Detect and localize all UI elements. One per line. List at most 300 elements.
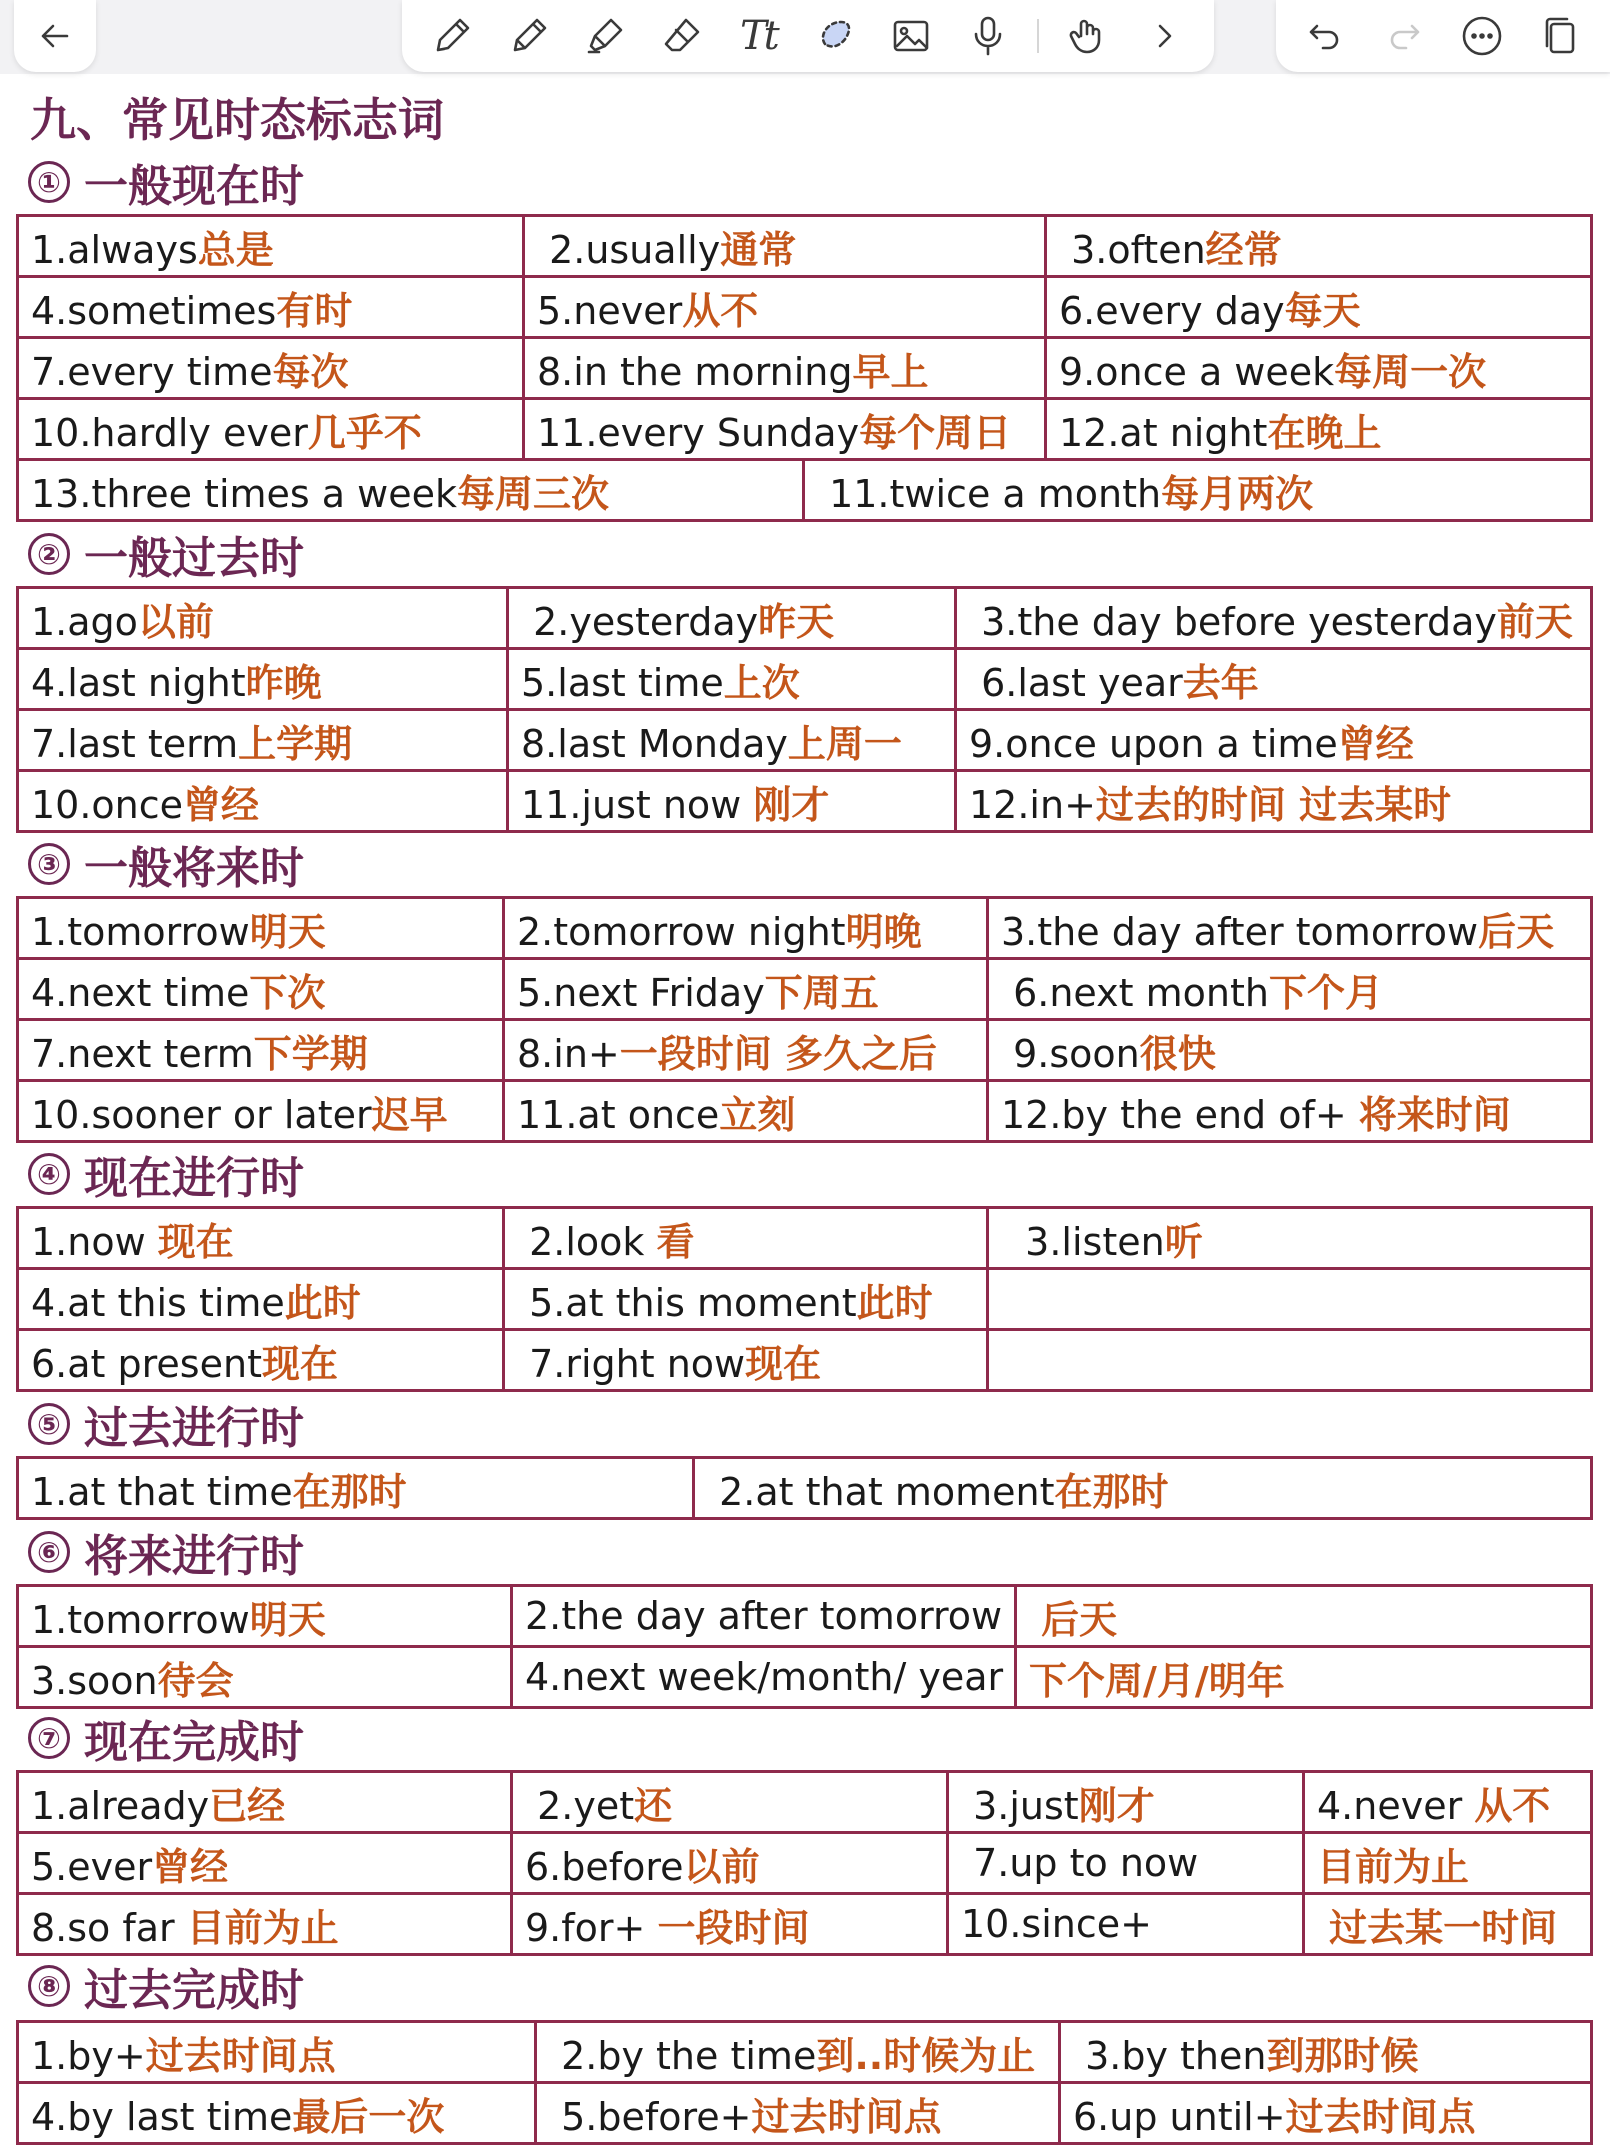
chinese-meaning: 明天	[249, 909, 326, 954]
chinese-meaning: 去年	[1182, 660, 1259, 705]
chinese-meaning: 后天	[1041, 1597, 1118, 1642]
chinese-meaning: 后天	[1478, 909, 1555, 954]
table-cell	[18, 649, 508, 710]
table-cell	[18, 1586, 512, 1647]
chinese-meaning: 昨天	[758, 599, 835, 644]
english-word: 1.by+	[31, 2033, 146, 2078]
table-cell	[988, 1081, 1592, 1142]
table-row	[18, 959, 1592, 1020]
table-cell	[988, 1020, 1592, 1081]
tense-table	[16, 1206, 1593, 1392]
eraser-icon	[660, 14, 704, 58]
chinese-meaning: 每次	[272, 349, 349, 394]
table-row	[18, 898, 1592, 959]
chinese-meaning: 总是	[197, 227, 274, 272]
section-heading	[28, 1706, 304, 1770]
table-cell	[956, 771, 1592, 832]
english-word: 10.hardly ever	[31, 410, 308, 455]
chevron-right-icon	[1142, 14, 1186, 58]
table-cell	[18, 710, 508, 771]
table-cell	[524, 399, 1046, 460]
insert-image-button[interactable]	[883, 8, 939, 64]
english-word: 10.sooner or later	[31, 1092, 372, 1137]
lasso-select-icon	[813, 14, 857, 58]
english-word: 8.last Monday	[521, 721, 788, 766]
chinese-meaning: 现在	[157, 1219, 234, 1264]
tense-table	[16, 214, 1593, 461]
section-number: ③	[28, 843, 70, 885]
section-title: 现在完成时	[84, 1717, 304, 1768]
table-cell	[508, 649, 956, 710]
table-row	[18, 710, 1592, 771]
table-row	[18, 216, 1592, 277]
table-cell	[512, 1586, 1016, 1647]
table-cell	[988, 1269, 1592, 1330]
chinese-meaning: 此时	[856, 1280, 933, 1325]
table-cell	[18, 1330, 504, 1391]
chinese-meaning: 立刻	[719, 1092, 796, 1137]
section-title: 一般过去时	[84, 533, 304, 584]
table-row	[18, 1020, 1592, 1081]
english-word: 8.in+	[517, 1031, 620, 1076]
table-cell	[18, 216, 524, 277]
chinese-meaning: 刚才	[1078, 1783, 1155, 1828]
english-word: 9.once a week	[1059, 349, 1335, 394]
section-heading	[28, 832, 304, 896]
english-word: 1.always	[31, 227, 198, 272]
english-word: 7.next term	[31, 1031, 254, 1076]
english-word: 11.at once	[517, 1092, 720, 1137]
table-cell	[988, 1330, 1592, 1391]
microphone-icon	[966, 14, 1010, 58]
table-cell	[18, 1647, 512, 1708]
chinese-meaning: 待会	[157, 1658, 234, 1703]
english-word: 2.yet	[525, 1783, 635, 1828]
pen-tool-button[interactable]	[424, 8, 480, 64]
english-word: 6.before	[525, 1844, 684, 1889]
redo-button[interactable]	[1376, 8, 1432, 64]
page-title: 九、常见时态标志词	[30, 93, 444, 147]
english-word: 1.tomorrow	[31, 1597, 250, 1642]
text-tool-button[interactable]	[730, 8, 786, 64]
table-cell	[948, 1772, 1304, 1833]
table-cell	[948, 1894, 1304, 1955]
table-cell	[1016, 1586, 1592, 1647]
chinese-meaning: 每周一次	[1334, 349, 1487, 394]
english-word: 4.by last time	[31, 2094, 293, 2139]
english-word: 12.at night	[1059, 410, 1268, 455]
chinese-meaning: 下个周/月/明年	[1029, 1658, 1285, 1703]
section-heading	[28, 1954, 304, 2018]
table-row	[18, 588, 1592, 649]
english-word: 7.every time	[31, 349, 273, 394]
chinese-meaning: 上周一	[787, 721, 902, 766]
table-cell	[18, 399, 524, 460]
table-cell	[1060, 2083, 1592, 2144]
table-cell	[504, 959, 988, 1020]
tense-table	[16, 586, 1593, 833]
pen-icon	[430, 14, 474, 58]
table-cell	[988, 898, 1592, 959]
table-cell	[1304, 1772, 1592, 1833]
lasso-tool-button[interactable]	[807, 8, 863, 64]
image-icon	[889, 14, 933, 58]
table-row	[18, 1458, 1592, 1519]
more-tools-button[interactable]	[1136, 8, 1192, 64]
table-cell	[1046, 338, 1592, 399]
table-cell	[524, 338, 1046, 399]
chinese-meaning: 现在	[745, 1341, 822, 1386]
english-word: 5.at this moment	[517, 1280, 857, 1325]
table-cell	[948, 1833, 1304, 1894]
english-word: 7.last term	[31, 721, 239, 766]
table-cell	[18, 1269, 504, 1330]
english-word: 11.twice a month	[817, 471, 1162, 516]
table-row	[18, 2022, 1592, 2083]
table-cell	[1046, 399, 1592, 460]
table-cell	[524, 277, 1046, 338]
chinese-meaning: 每月两次	[1161, 471, 1314, 516]
table-cell	[18, 2022, 536, 2083]
table-cell	[504, 1330, 988, 1391]
english-word: 11.every Sunday	[537, 410, 860, 455]
chinese-meaning: 最后一次	[292, 2094, 445, 2139]
section-title: 一般将来时	[84, 843, 304, 894]
table-cell	[18, 1772, 512, 1833]
chinese-meaning: 上学期	[238, 721, 353, 766]
chinese-meaning: 明天	[249, 1597, 326, 1642]
english-word: 3.often	[1059, 227, 1206, 272]
chinese-meaning: 前天	[1496, 599, 1573, 644]
note-toolbar	[0, 0, 1610, 74]
toolbar-tools-group	[402, 0, 1214, 72]
table-cell	[18, 959, 504, 1020]
english-word: 12.by the end of+	[1001, 1092, 1359, 1137]
toolbar-right-group	[1276, 0, 1610, 72]
english-word: 4.sometimes	[31, 288, 277, 333]
table-row	[18, 338, 1592, 399]
english-word: 5.next Friday	[517, 970, 765, 1015]
table-cell	[508, 771, 956, 832]
english-word: 4.next time	[31, 970, 250, 1015]
english-word: 9.for+	[525, 1905, 658, 1950]
english-word: 3.the day before yesterday	[969, 599, 1497, 644]
english-word: 1.ago	[31, 599, 138, 644]
chinese-meaning: 曾经	[1337, 721, 1414, 766]
english-word: 6.at present	[31, 1341, 262, 1386]
chinese-meaning: 从不	[1474, 1783, 1551, 1828]
english-word: 6.last year	[969, 660, 1183, 705]
section-heading	[28, 1392, 304, 1456]
english-word: 2.usually	[537, 227, 721, 272]
chinese-meaning: 过去时间点	[751, 2094, 942, 2139]
chinese-meaning: 每天	[1284, 288, 1361, 333]
english-word: 4.at this time	[31, 1280, 285, 1325]
chinese-meaning: 刚才	[753, 782, 830, 827]
chinese-meaning: 下学期	[253, 1031, 368, 1076]
more-options-icon	[1460, 14, 1504, 58]
table-cell	[18, 588, 508, 649]
undo-button[interactable]	[1297, 8, 1353, 64]
english-word: 2.the day after tomorrow	[525, 1594, 1003, 1638]
table-cell	[988, 1208, 1592, 1269]
table-cell	[1016, 1647, 1592, 1708]
table-cell	[508, 710, 956, 771]
section-title: 过去完成时	[84, 1965, 304, 2016]
undo-icon	[1303, 14, 1347, 58]
section-heading	[28, 150, 304, 214]
chinese-meaning: 看	[656, 1219, 695, 1264]
english-word: 3.soon	[31, 1658, 158, 1703]
table-cell	[18, 338, 524, 399]
section-number: ①	[28, 161, 70, 203]
table-cell	[1046, 277, 1592, 338]
table-row	[18, 1647, 1592, 1708]
table-row	[18, 399, 1592, 460]
chinese-meaning: 以前	[683, 1844, 760, 1889]
english-word: 3.by then	[1073, 2033, 1267, 2078]
table-cell	[18, 1833, 512, 1894]
chinese-meaning: 在那时	[292, 1469, 407, 1514]
english-word: 3.the day after tomorrow	[1001, 909, 1479, 954]
chinese-meaning: 很快	[1139, 1031, 1216, 1076]
english-word	[1317, 1906, 1329, 1950]
chinese-meaning: 曾经	[183, 782, 260, 827]
chinese-meaning: 现在	[261, 1341, 338, 1386]
english-word: 11.just now	[521, 782, 754, 827]
tense-table	[16, 1584, 1593, 1709]
table-cell	[504, 1081, 988, 1142]
pages-button[interactable]	[1533, 8, 1589, 64]
section-title: 现在进行时	[84, 1153, 304, 1204]
section-title: 一般现在时	[84, 161, 304, 212]
english-word: 4.next week/month/ year	[525, 1655, 1004, 1699]
tense-table	[16, 896, 1593, 1143]
table-cell	[18, 1458, 694, 1519]
table-cell	[18, 1208, 504, 1269]
tense-table	[16, 1456, 1593, 1520]
chinese-meaning: 在那时	[1054, 1469, 1169, 1514]
table-row	[18, 1269, 1592, 1330]
chinese-meaning: 每周三次	[456, 471, 609, 516]
table-cell	[956, 710, 1592, 771]
english-word: 3.just	[961, 1783, 1079, 1828]
table-cell	[536, 2083, 1060, 2144]
table-row	[18, 1894, 1592, 1955]
english-word: 1.at that time	[31, 1469, 293, 1514]
chinese-meaning: 昨晚	[245, 660, 322, 705]
table-cell	[504, 1208, 988, 1269]
english-word: 7.up to now	[961, 1841, 1199, 1885]
english-word: 5.before+	[549, 2094, 752, 2139]
table-row	[18, 771, 1592, 832]
english-word: 2.tomorrow night	[517, 909, 846, 954]
table-cell	[956, 649, 1592, 710]
chinese-meaning: 几乎不	[307, 410, 422, 455]
table-cell	[18, 2083, 536, 2144]
english-word: 5.never	[537, 288, 683, 333]
chinese-meaning: 经常	[1205, 227, 1282, 272]
english-word: 6.every day	[1059, 288, 1285, 333]
highlighter-tool-button[interactable]	[577, 8, 633, 64]
table-cell	[18, 1894, 512, 1955]
table-cell	[524, 216, 1046, 277]
chinese-meaning: 听	[1164, 1219, 1203, 1264]
section-number: ⑤	[28, 1403, 70, 1445]
chinese-meaning: 上次	[723, 660, 800, 705]
back-arrow-icon	[33, 14, 77, 58]
table-cell	[804, 460, 1592, 521]
chinese-meaning: 将来时间	[1358, 1092, 1511, 1137]
table-row	[18, 1330, 1592, 1391]
chinese-meaning: 从不	[682, 288, 759, 333]
section-title: 过去进行时	[84, 1403, 304, 1454]
english-word: 4.last night	[31, 660, 246, 705]
english-word: 9.once upon a time	[969, 721, 1338, 766]
english-word: 10.once	[31, 782, 184, 827]
english-word: 1.now	[31, 1219, 158, 1264]
table-row	[18, 1081, 1592, 1142]
section-title: 将来进行时	[84, 1531, 304, 1582]
chinese-meaning: 明晚	[845, 909, 922, 954]
chinese-meaning: 有时	[276, 288, 353, 333]
toolbar-separator	[1037, 19, 1039, 53]
table-cell	[18, 277, 524, 338]
english-word: 2.at that moment	[707, 1469, 1055, 1514]
table-cell	[504, 898, 988, 959]
highlighter-icon	[583, 14, 627, 58]
table-cell	[1046, 216, 1592, 277]
table-cell	[504, 1020, 988, 1081]
chinese-meaning: 此时	[284, 1280, 361, 1325]
section-heading	[28, 1142, 304, 1206]
chinese-meaning: 过去的时间 过去某时	[1095, 782, 1452, 827]
english-word: 8.so far	[31, 1905, 187, 1950]
table-cell	[18, 898, 504, 959]
table-cell	[18, 771, 508, 832]
english-word: 13.three times a week	[31, 471, 457, 516]
section-number: ②	[28, 533, 70, 575]
english-word: 2.by the time	[549, 2033, 817, 2078]
table-row	[18, 1586, 1592, 1647]
table-cell	[956, 588, 1592, 649]
chinese-meaning: 目前为止	[1317, 1844, 1470, 1889]
text-tool-icon: Tt	[740, 13, 777, 59]
table-cell	[512, 1772, 948, 1833]
chinese-meaning: 在晚上	[1267, 410, 1382, 455]
table-cell	[512, 1833, 948, 1894]
table-row	[18, 1833, 1592, 1894]
chinese-meaning: 还	[634, 1783, 673, 1828]
english-word: 4.never	[1317, 1783, 1475, 1828]
table-cell	[1304, 1833, 1592, 1894]
english-word: 9.soon	[1001, 1031, 1140, 1076]
table-cell	[512, 1647, 1016, 1708]
chinese-meaning: 下次	[249, 970, 326, 1015]
chinese-meaning: 曾经	[152, 1844, 229, 1889]
section-number: ⑧	[28, 1965, 70, 2007]
table-cell	[988, 959, 1592, 1020]
chinese-meaning: 以前	[137, 599, 214, 644]
pencil-icon	[507, 14, 551, 58]
english-word: 7.right now	[517, 1341, 746, 1386]
chinese-meaning: 过去时间点	[145, 2033, 336, 2078]
english-word: 5.ever	[31, 1844, 153, 1889]
chinese-meaning: 下个月	[1268, 970, 1383, 1015]
chinese-meaning: 下周五	[764, 970, 879, 1015]
table-cell	[694, 1458, 1592, 1519]
section-number: ⑥	[28, 1531, 70, 1573]
table-cell	[18, 1081, 504, 1142]
chinese-meaning: 过去某一时间	[1329, 1905, 1558, 1950]
table-cell	[512, 1894, 948, 1955]
chinese-meaning: 早上	[852, 349, 929, 394]
chinese-meaning: 通常	[720, 227, 797, 272]
redo-icon	[1382, 14, 1426, 58]
english-word: 1.already	[31, 1783, 210, 1828]
english-word: 6.up until+	[1073, 2094, 1286, 2139]
english-word: 1.tomorrow	[31, 909, 250, 954]
table-cell	[504, 1269, 988, 1330]
chinese-meaning: 一段时间 多久之后	[619, 1031, 937, 1076]
english-word: 8.in the morning	[537, 349, 853, 394]
section-number: ④	[28, 1153, 70, 1195]
chinese-meaning: 到..时候为止	[816, 2033, 1036, 2078]
table-cell	[1304, 1894, 1592, 1955]
hand-tool-button[interactable]	[1059, 8, 1115, 64]
english-word: 5.last time	[521, 660, 724, 705]
chinese-meaning: 目前为止	[186, 1905, 339, 1950]
table-row	[18, 2083, 1592, 2144]
english-word: 3.listen	[1001, 1219, 1165, 1264]
tense-table	[16, 1770, 1593, 1956]
table-cell	[536, 2022, 1060, 2083]
chinese-meaning: 到那时候	[1266, 2033, 1419, 2078]
table-cell	[1060, 2022, 1592, 2083]
table-cell	[18, 460, 804, 521]
english-word	[1029, 1598, 1041, 1642]
english-word: 2.look	[517, 1219, 657, 1264]
record-audio-button[interactable]	[960, 8, 1016, 64]
table-row	[18, 649, 1592, 710]
tense-table	[16, 2020, 1593, 2145]
section-heading	[28, 522, 304, 586]
tense-table	[16, 458, 1593, 522]
table-row	[18, 1772, 1592, 1833]
table-cell	[508, 588, 956, 649]
english-word: 12.in+	[969, 782, 1096, 827]
chinese-meaning: 一段时间	[657, 1905, 810, 1950]
chinese-meaning: 迟早	[371, 1092, 448, 1137]
english-word: 10.since+	[961, 1902, 1152, 1946]
eraser-tool-button[interactable]	[654, 8, 710, 64]
toolbar-left-group	[14, 0, 96, 72]
more-options-button[interactable]	[1454, 8, 1510, 64]
table-row	[18, 277, 1592, 338]
pages-icon	[1539, 14, 1583, 58]
table-cell	[18, 1020, 504, 1081]
section-heading	[28, 1520, 304, 1584]
chinese-meaning: 已经	[209, 1783, 286, 1828]
chinese-meaning: 每个周日	[859, 410, 1012, 455]
table-row	[18, 1208, 1592, 1269]
back-button[interactable]	[27, 8, 83, 64]
english-word: 6.next month	[1001, 970, 1269, 1015]
pencil-tool-button[interactable]	[501, 8, 557, 64]
english-word: 2.yesterday	[521, 599, 759, 644]
chinese-meaning: 过去时间点	[1285, 2094, 1476, 2139]
section-number: ⑦	[28, 1717, 70, 1759]
